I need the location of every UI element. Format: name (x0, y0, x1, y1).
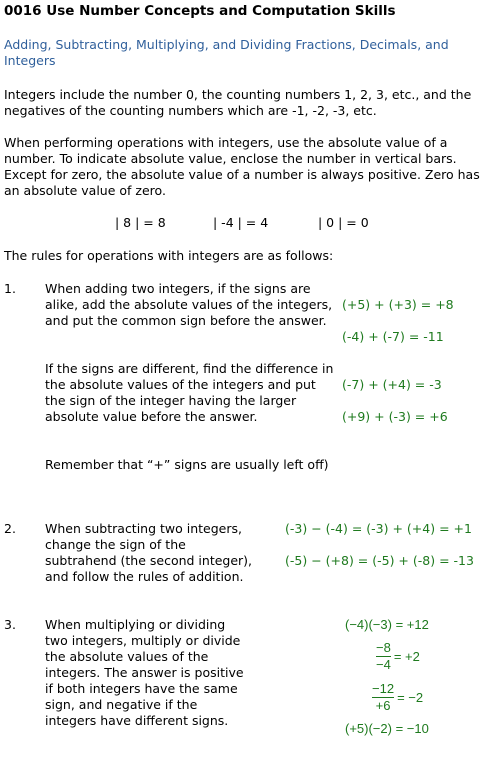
rule-1-number: 1. (4, 281, 16, 296)
rule-2-number: 2. (4, 521, 16, 536)
rule-2-example-2: (-5) − (+8) = (-5) + (-8) = -13 (285, 553, 474, 568)
section-subtitle: Adding, Subtracting, Multiplying, and Dividing Fractions, Decimals, and Integers (4, 37, 449, 68)
fraction-result: = −2 (397, 689, 424, 705)
integers-definition-paragraph: Integers include the number 0, the counting numbers 1, 2, 3, etc., and the negatives of the counting numbers which are -1, -2, -3, etc. (4, 87, 472, 118)
fraction (376, 641, 391, 672)
rule-1-example-4: (+9) + (-3) = +6 (342, 409, 448, 424)
rule-1-example-2: (-4) + (-7) = -11 (342, 329, 444, 344)
rule-1-example-3: (-7) + (+4) = -3 (342, 377, 442, 392)
fraction-denominator: +6 (375, 698, 391, 713)
rule-3-number: 3. (4, 617, 16, 632)
rule-3-example-3 (372, 682, 423, 713)
rule-3-example-1: (−4)(−3) = +12 (345, 617, 429, 632)
rule-1-note: Remember that “+” signs are usually left off) (45, 457, 329, 472)
rule-3-text: When multiplying or dividing two integers, multiply or divide the absolute values of the integers. The answer is positive if both integers have the same sign, and negative if the integers have different signs. (45, 617, 244, 728)
abs-example-1: | 8 | = 8 (115, 215, 166, 230)
rules-intro: The rules for operations with integers are as follows: (4, 248, 334, 263)
rule-2-example-1: (-3) − (-4) = (-3) + (+4) = +1 (285, 521, 472, 536)
rule-3-example-4: (+5)(−2) = −10 (345, 721, 429, 736)
fraction-denominator: −4 (376, 657, 391, 672)
rule-3-example-2 (376, 641, 420, 672)
abs-example-2: | -4 | = 4 (213, 215, 269, 230)
fraction-numerator: −12 (372, 681, 395, 696)
rule-2-text: When subtracting two integers, change the sign of the subtrahend (the second integer), and follow the rules of addition. (45, 521, 253, 584)
fraction-numerator: −8 (376, 640, 391, 655)
fraction-result: = +2 (393, 648, 420, 664)
rule-1-text-different: If the signs are different, find the difference in the absolute values of the integers and put the sign of the integer having the larger absolute value before the answer. (45, 361, 334, 424)
page-title: 0016 Use Number Concepts and Computation Skills (4, 3, 396, 19)
rule-1-example-1: (+5) + (+3) = +8 (342, 297, 454, 312)
rule-1-text-alike: When adding two integers, if the signs are alike, add the absolute values of the integers, and put the common sign before the answer. (45, 281, 333, 328)
abs-example-3: | 0 | = 0 (318, 215, 369, 230)
absolute-value-paragraph: When performing operations with integers, use the absolute value of a number. To indicate absolute value, enclose the number in vertical bars. Except for zero, the absolute value of a number is always positive. Zero has an absolute value of zero. (4, 135, 480, 198)
fraction (372, 682, 394, 713)
